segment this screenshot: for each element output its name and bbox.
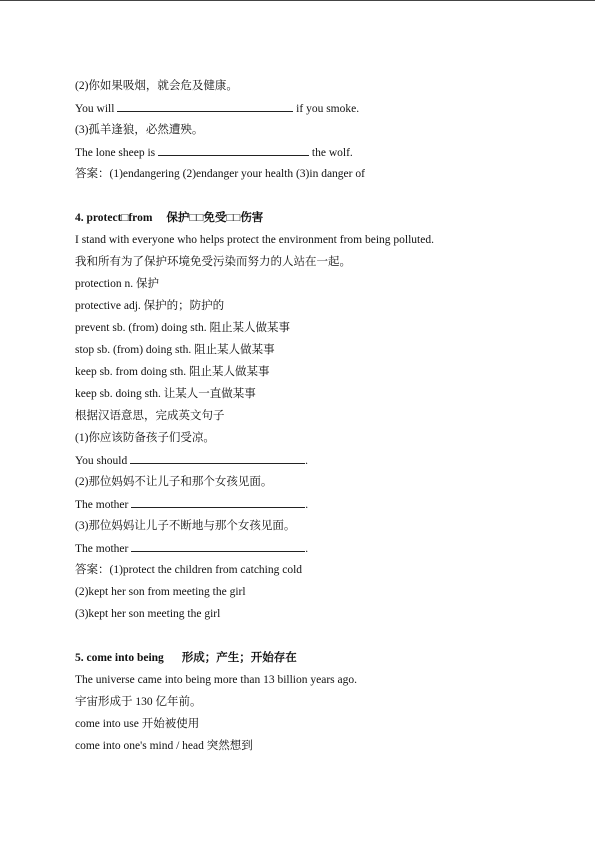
heading-meaning: 保护□□免受□□伤害: [166, 212, 264, 224]
example-sentence: I stand with everyone who helps protect the environment from being polluted.: [75, 234, 434, 246]
vocab-line: protective adj. 保护的；防护的: [75, 300, 225, 312]
answer-line: 答案：(1)endangering (2)endanger your health (3)in danger of: [75, 168, 365, 180]
example-sentence: The universe came into being more than 13 billion years ago.: [75, 674, 357, 686]
sentence-end: if you smoke.: [296, 103, 360, 115]
answer-blank[interactable]: [131, 541, 305, 552]
vocab-line: keep sb. from doing sth. 阻止某人做某事: [75, 366, 270, 378]
sentence-start: The lone sheep is: [75, 147, 156, 159]
sentence-end: .: [305, 455, 308, 467]
vocab-line: prevent sb. (from) doing sth. 阻止某人做某事: [75, 322, 290, 334]
answer-blank[interactable]: [131, 497, 305, 508]
sentence-end: .: [305, 543, 309, 555]
vocab-line: keep sb. doing sth. 让某人一直做某事: [75, 388, 256, 400]
section-heading: [75, 651, 297, 665]
vocab-line: protection n. 保护: [75, 278, 159, 290]
answer-line: 答案：(1)protect the children from catching cold: [75, 564, 303, 576]
sentence-start: The mother: [75, 543, 129, 555]
fill-in-sentence: [75, 541, 308, 556]
translation-line: 宇宙形成于 130 亿年前。: [75, 696, 202, 708]
sentence-end: .: [305, 499, 309, 511]
fill-in-sentence: [75, 145, 353, 160]
vocab-line: stop sb. (from) doing sth. 阻止某人做某事: [75, 344, 275, 356]
text-line: (3)孤羊逢狼，必然遭殃。: [75, 124, 204, 136]
section-heading: [75, 211, 263, 225]
exercise-prompt: (3)那位妈妈让儿子不断地与那个女孩见面。: [75, 520, 296, 532]
answer-line: (3)kept her son meeting the girl: [75, 608, 221, 620]
answer-blank[interactable]: [158, 145, 309, 156]
heading-phrase: 4. protect□from: [75, 212, 153, 224]
page-top-border: [0, 0, 595, 1]
text-line: (2)你如果吸烟，就会危及健康。: [75, 80, 238, 92]
fill-in-sentence: [75, 453, 308, 468]
fill-in-sentence: [75, 101, 359, 116]
exercise-prompt: (2)那位妈妈不让儿子和那个女孩见面。: [75, 476, 273, 488]
vocab-line: come into use 开始被使用: [75, 718, 200, 730]
exercise-instruction: 根据汉语意思，完成英文句子: [75, 410, 225, 422]
answer-blank[interactable]: [117, 101, 293, 112]
fill-in-sentence: [75, 497, 308, 512]
answer-blank[interactable]: [130, 453, 305, 464]
sentence-start: You should: [75, 455, 128, 467]
answer-line: (2)kept her son from meeting the girl: [75, 586, 246, 598]
sentence-start: You will: [75, 103, 115, 115]
translation-line: 我和所有为了保护环境免受污染而努力的人站在一起。: [75, 256, 351, 268]
sentence-end: the wolf.: [311, 147, 353, 159]
exercise-prompt: (1)你应该防备孩子们受凉。: [75, 432, 215, 444]
heading-phrase: 5. come into being: [75, 652, 164, 664]
vocab-line: come into one's mind / head 突然想到: [75, 740, 253, 752]
heading-meaning: 形成；产生；开始存在: [181, 652, 297, 664]
sentence-start: The mother: [75, 499, 129, 511]
